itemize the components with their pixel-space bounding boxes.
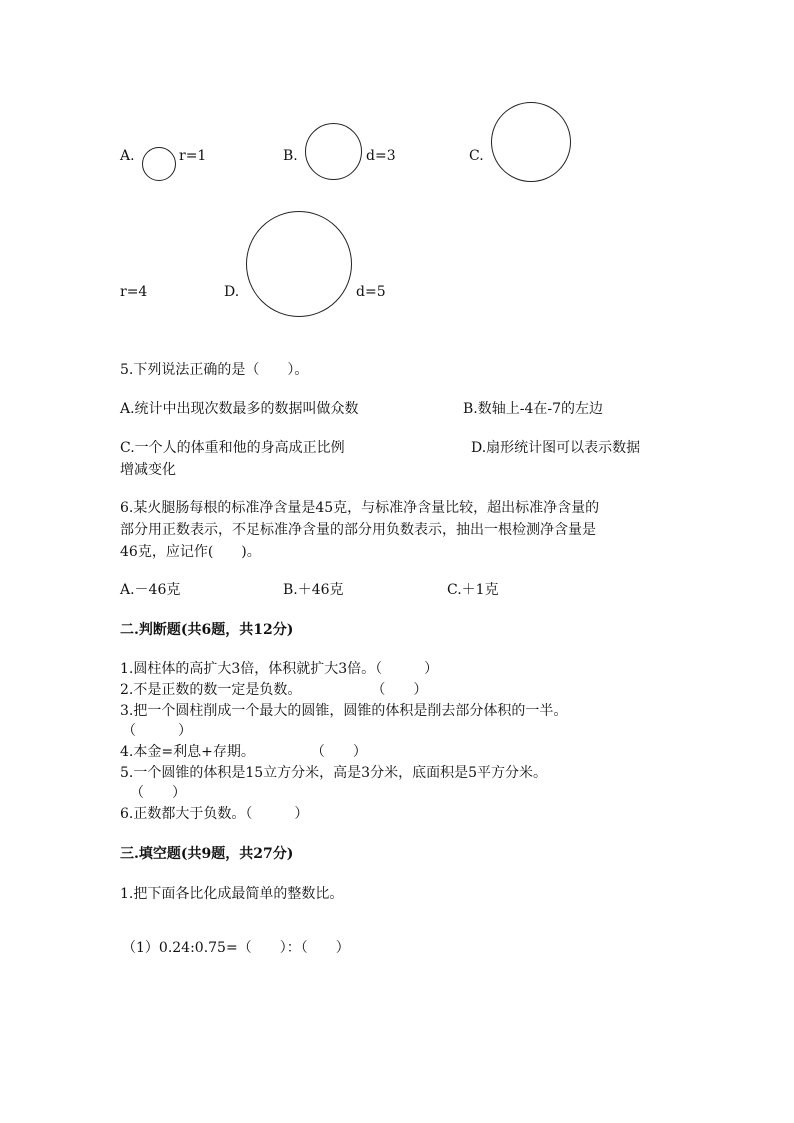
judge-item-6: 6.正数都大于负数。（ ） <box>120 806 309 822</box>
judge-item-1: 1.圆柱体的高扩大3倍，体积就扩大3倍。（ ） <box>120 661 439 677</box>
circle-d <box>246 211 352 317</box>
judge-item-3-blank: （ ） <box>122 723 192 739</box>
q6-line1: 6.某火腿肠每根的标准净含量是45克，与标准净含量比较，超出标准净含量的 <box>120 500 600 516</box>
circle-b <box>305 123 362 180</box>
q5-option-b: B.数轴上-4在-7的左边 <box>463 401 604 417</box>
q6-option-c: C.＋1克 <box>447 582 499 598</box>
q5-option-a: A.统计中出现次数最多的数据叫做众数 <box>120 401 359 417</box>
judge-item-5-blank: （ ） <box>130 785 186 801</box>
judge-item-2: 2.不是正数的数一定是负数。 （ ） <box>120 682 428 698</box>
q6-line3: 46克，应记作( )。 <box>120 544 261 560</box>
q5-stem: 5.下列说法正确的是（ ）。 <box>120 362 309 378</box>
circle-c <box>491 102 571 182</box>
option-d-letter: D. <box>224 284 240 300</box>
option-b-letter: B. <box>283 148 298 164</box>
fill-q1-part1: （1）0.24:0.75=（ ）：（ ） <box>122 940 350 956</box>
judge-item-3: 3.把一个圆柱削成一个最大的圆锥，圆锥的体积是削去部分体积的一半。 <box>120 703 568 719</box>
q6-option-a: A.－46克 <box>120 582 181 598</box>
option-b-label: d=3 <box>366 148 396 164</box>
judge-item-5: 5.一个圆锥的体积是15立方分米，高是3分米，底面积是5平方分米。 <box>120 765 547 781</box>
fill-q1-stem: 1.把下面各比化成最简单的整数比。 <box>120 886 344 902</box>
option-a-label: r=1 <box>179 148 207 164</box>
circle-a <box>142 147 176 181</box>
option-a-letter: A. <box>120 148 135 164</box>
option-c-label: r=4 <box>120 284 148 300</box>
q5-option-d-line1: D.扇形统计图可以表示数据 <box>471 440 641 456</box>
option-d-label: d=5 <box>356 284 386 300</box>
section2-heading: 二.判断题(共6题，共12分) <box>120 622 294 638</box>
q5-option-c: C.一个人的体重和他的身高成正比例 <box>120 440 345 456</box>
q6-option-b: B.＋46克 <box>283 582 344 598</box>
option-c-letter: C. <box>469 148 484 164</box>
q6-line2: 部分用正数表示，不足标准净含量的部分用负数表示，抽出一根检测净含量是 <box>120 522 596 538</box>
q5-option-d-line2: 增减变化 <box>120 462 176 478</box>
section3-heading: 三.填空题(共9题，共27分) <box>120 846 294 862</box>
judge-item-4: 4.本金=利息+存期。 （ ） <box>120 744 367 760</box>
